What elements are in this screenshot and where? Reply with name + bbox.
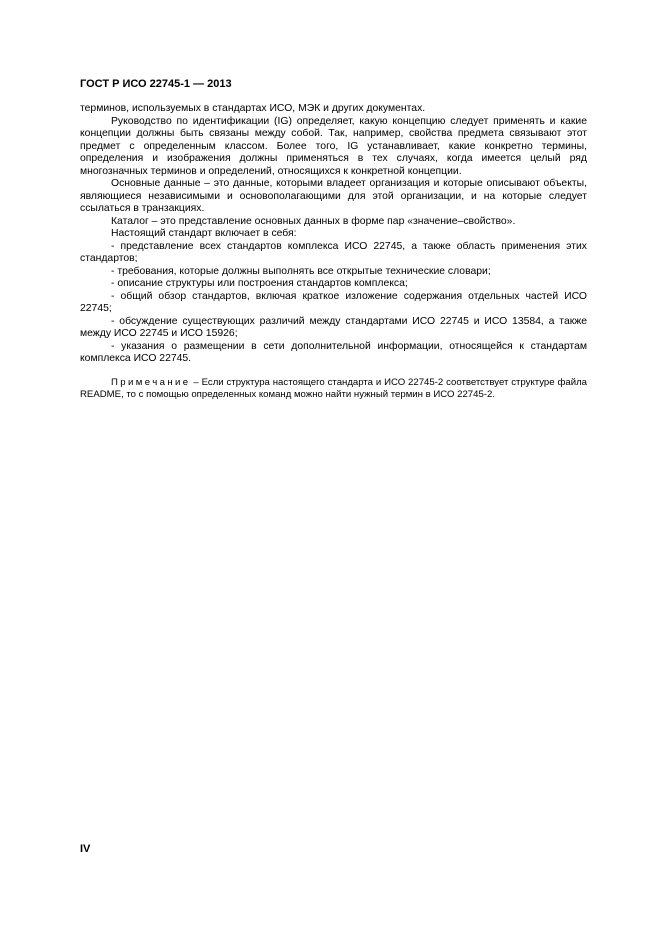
document-header: ГОСТ Р ИСО 22745-1 — 2013 <box>80 78 232 90</box>
list-item: - указания о размещении в сети дополнительной информации, относящейся к стандартам комплекса ИСО 22745. <box>80 340 587 364</box>
paragraph-ig: Руководство по идентификации (IG) определяет, какую концепцию следует применять и какие концепции должны быть связаны между собой. Так, например, свойства предмета связывают этот предмет с определенным классом. Более того, IG устанавливает, какие конкретно термины, определения и изображения должны применяться в тех случаях, когда имеется целый ряд многозначных терминов и определений, относящихся к конкретной концепции. <box>80 115 587 177</box>
paragraph-continuation: терминов, используемых в стандартах ИСО, МЭК и других документах. <box>80 103 426 114</box>
list-item: - описание структуры или построения стандартов комплекса; <box>111 278 408 289</box>
list-item: - требования, которые должны выполнять все открытые технические словари; <box>111 265 491 277</box>
paragraph-catalog: Каталог – это представление основных данных в форме пар «значение–свойство». <box>111 215 516 227</box>
list-item: - общий обзор стандартов, включая краткое изложение содержания отдельных частей ИСО 22745; <box>80 290 587 314</box>
page-content <box>80 103 587 401</box>
list-item: - обсуждение существующих различий между стандартами ИСО 22745 и ИСО 13584, а также между ИСО 22745 и ИСО 15926; <box>80 315 587 339</box>
note <box>80 377 587 401</box>
paragraph-master-data: Основные данные – это данные, которыми владеет организация и которые описывают объекты, являющиеся независимыми и основополагающими для этой организации, и на которые следует ссылаться в транзакциях. <box>80 178 587 214</box>
note-label: Примечание <box>111 376 191 388</box>
note-text: – Если структура настоящего стандарта и ИСО 22745-2 соответствует структуре файла README, то с помощью определенных команд можно найти нужный термин в ИСО 22745-2. <box>80 376 587 400</box>
page-number: IV <box>80 843 91 855</box>
paragraph-scope-intro: Настоящий стандарт включает в себя: <box>111 228 297 239</box>
list-item: - представление всех стандартов комплекса ИСО 22745, а также область применения этих стандартов; <box>80 240 587 264</box>
